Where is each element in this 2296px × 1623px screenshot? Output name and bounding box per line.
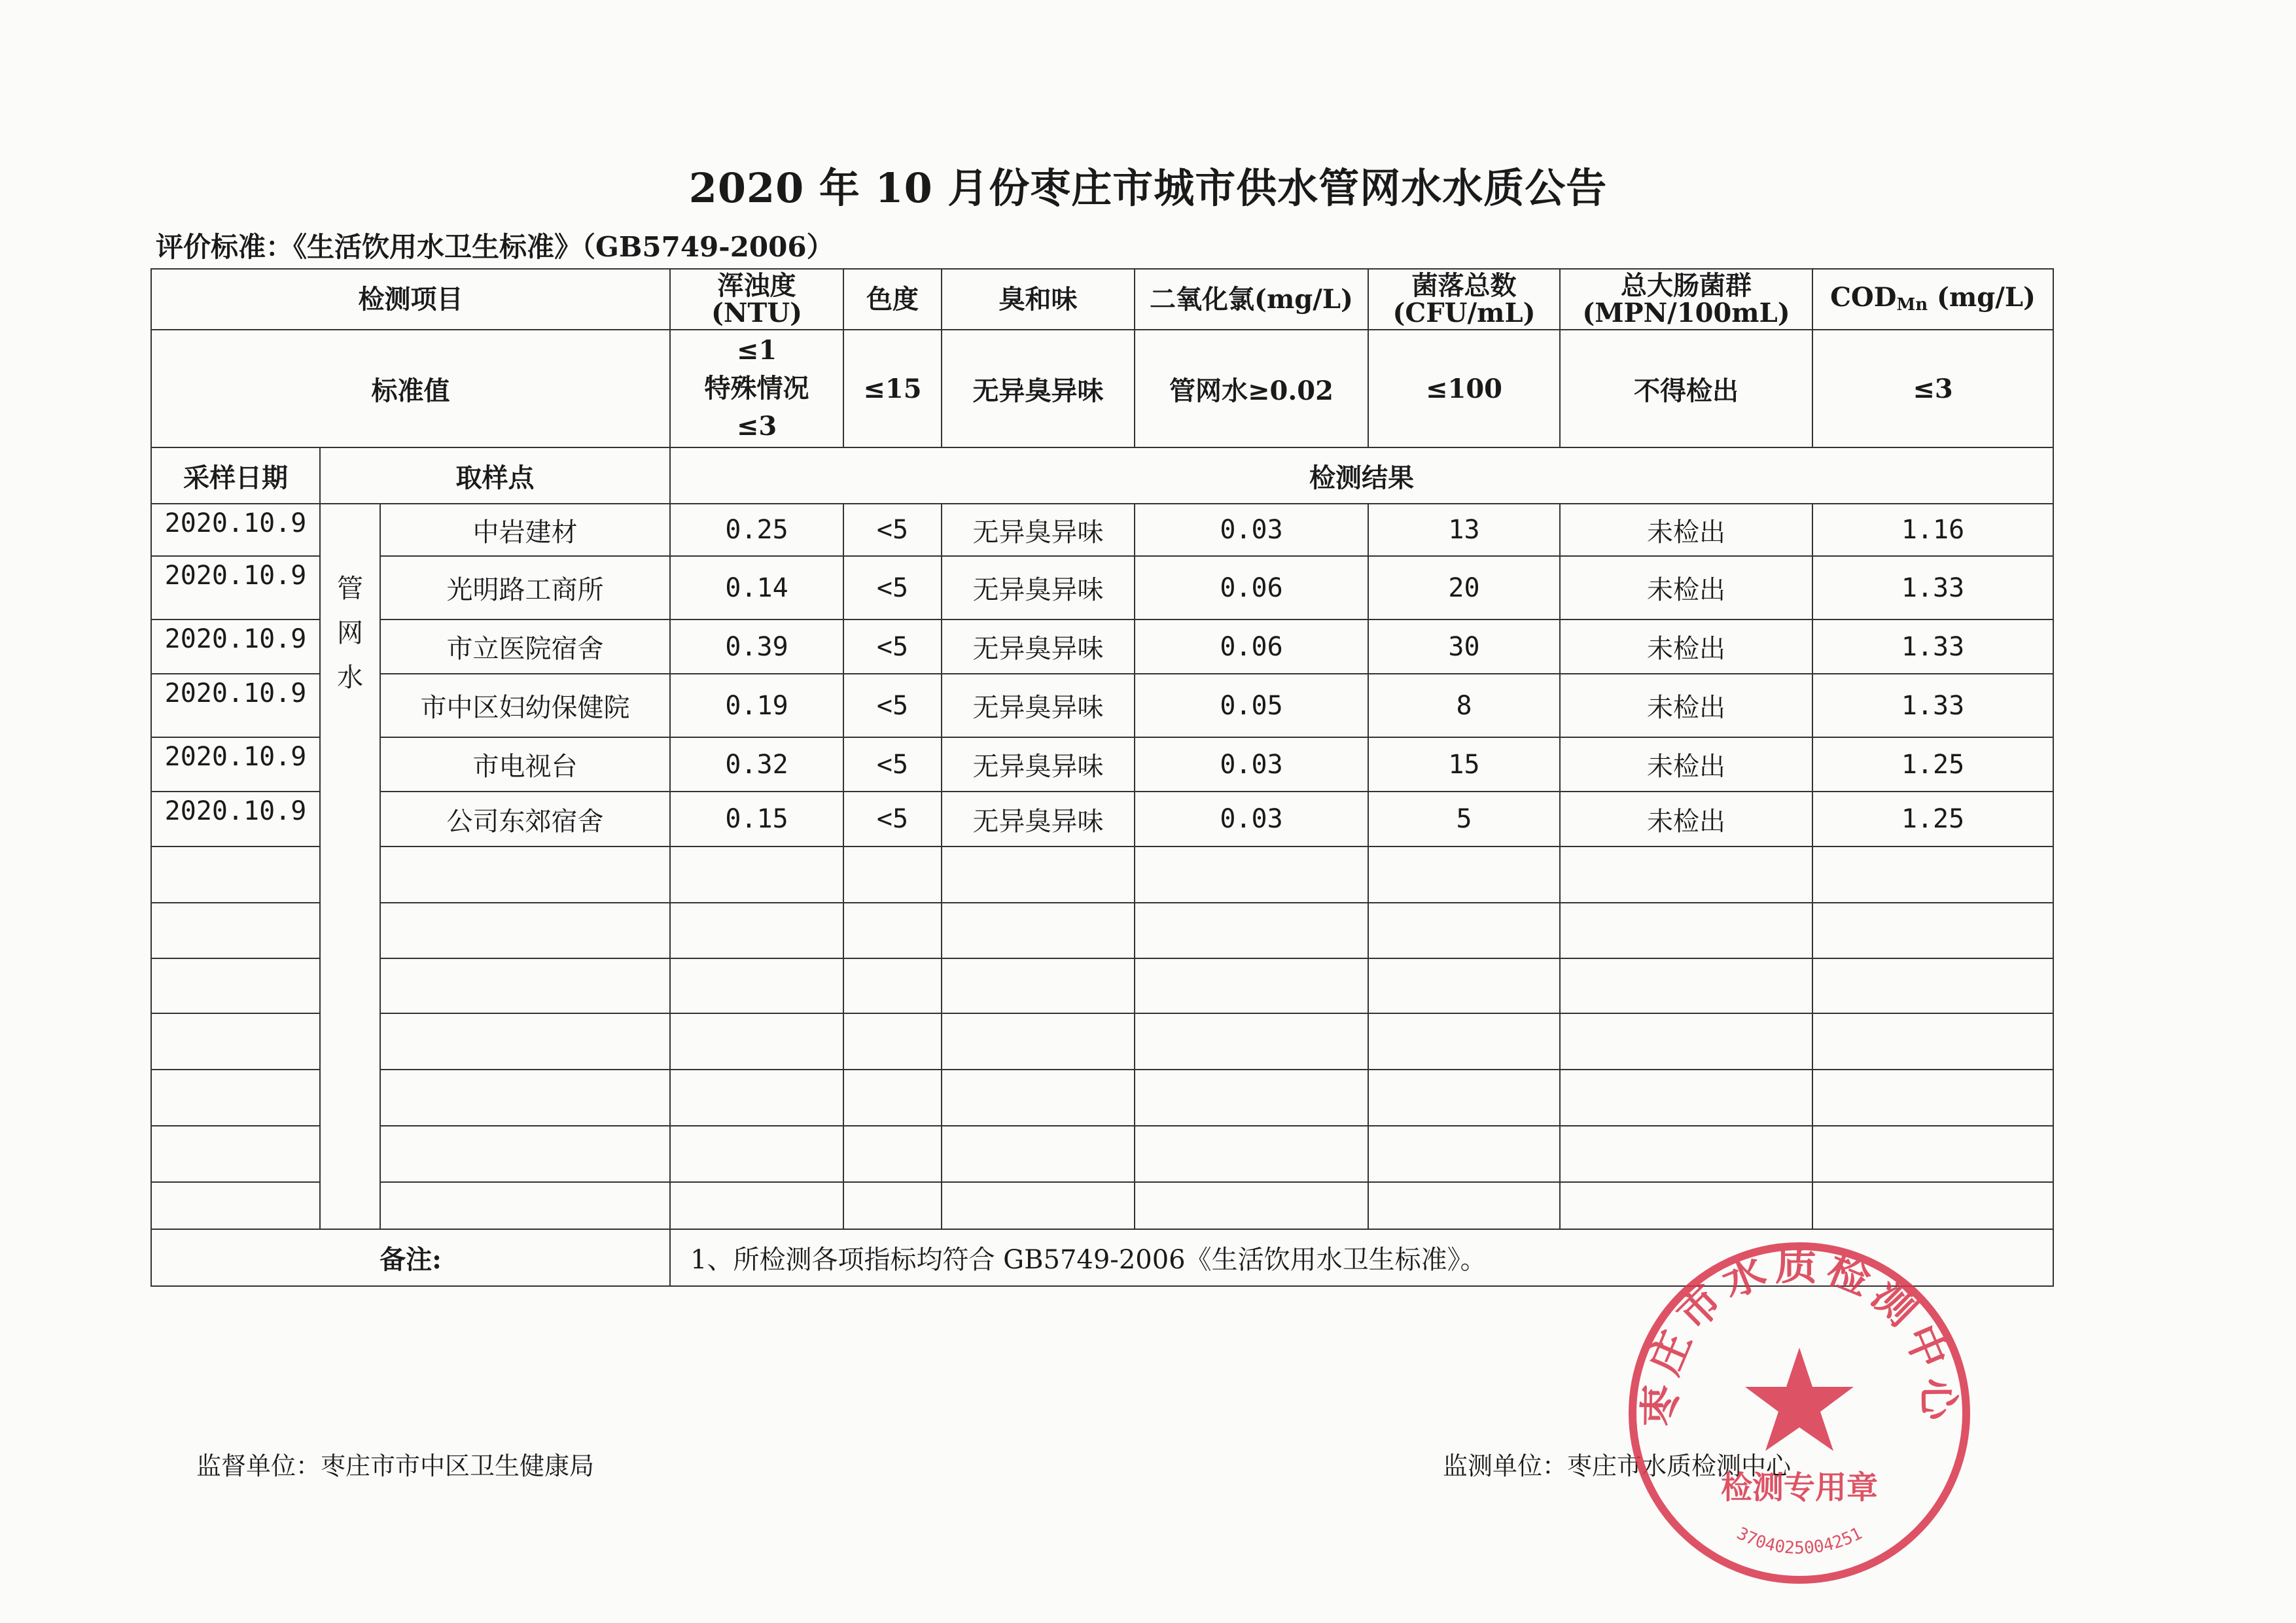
row-turbidity: 0.14	[670, 556, 843, 620]
cod-unit: (mg/L)	[1928, 282, 2036, 313]
seal-org-text: 枣庄市水质检测中心	[1636, 1241, 1963, 1427]
row-site: 市电视台	[380, 737, 670, 792]
row-clo2: 0.06	[1135, 556, 1368, 620]
row-coliform: 未检出	[1560, 737, 1812, 792]
col-coliform-unit: (MPN/100mL)	[1582, 297, 1790, 328]
row-coliform: 未检出	[1560, 556, 1812, 620]
row-cod: 1.25	[1812, 737, 2053, 792]
row-coliform: 未检出	[1560, 674, 1812, 737]
col-cod	[1812, 269, 2053, 330]
col-chlorine-dioxide: 二氧化氯(mg/L)	[1135, 269, 1368, 330]
table-row	[151, 556, 2053, 620]
col-turbidity	[670, 269, 843, 330]
row-turbidity: 0.19	[670, 674, 843, 737]
row-coliform: 未检出	[1560, 620, 1812, 674]
table-row	[151, 674, 2053, 737]
col-turbidity-unit: (NTU)	[711, 297, 803, 328]
row-date: 2020.10.9	[151, 674, 320, 737]
row-date: 2020.10.9	[151, 556, 320, 620]
row-color: <5	[843, 792, 942, 846]
group-char: 管	[337, 574, 363, 604]
subheader-result: 检测结果	[670, 447, 2053, 504]
row-site: 光明路工商所	[380, 556, 670, 620]
row-cod: 1.33	[1812, 674, 2053, 737]
row-turbidity: 0.15	[670, 792, 843, 846]
row-site: 中岩建材	[380, 504, 670, 556]
row-site: 公司东郊宿舍	[380, 792, 670, 846]
row-bacteria: 20	[1368, 556, 1560, 620]
row-color: <5	[843, 556, 942, 620]
subheader-site: 取样点	[320, 447, 670, 504]
col-coliform-name: 总大肠菌群	[1621, 270, 1752, 301]
col-turbidity-name: 浑浊度	[717, 270, 796, 301]
row-bacteria: 15	[1368, 737, 1560, 792]
row-clo2: 0.05	[1135, 674, 1368, 737]
col-bacteria-unit: (CFU/mL)	[1392, 297, 1536, 328]
std-turbidity	[670, 330, 843, 447]
item-label: 检测项目	[151, 269, 670, 330]
seal-purpose-text: 检测专用章	[1720, 1469, 1879, 1506]
row-clo2: 0.03	[1135, 504, 1368, 556]
row-odor: 无异臭异味	[942, 620, 1135, 674]
std-turbidity-l1: ≤1	[736, 335, 777, 366]
std-coliform: 不得检出	[1560, 330, 1812, 447]
row-site: 市中区妇幼保健院	[380, 674, 670, 737]
empty-row	[151, 1070, 2053, 1126]
row-cod: 1.25	[1812, 792, 2053, 846]
row-clo2: 0.06	[1135, 620, 1368, 674]
row-odor: 无异臭异味	[942, 674, 1135, 737]
row-color: <5	[843, 737, 942, 792]
std-bacteria: ≤100	[1368, 330, 1560, 447]
group-char: 水	[337, 663, 363, 693]
row-color: <5	[843, 504, 942, 556]
std-turbidity-l2: 特殊情况	[704, 373, 809, 404]
row-date: 2020.10.9	[151, 792, 320, 846]
row-turbidity: 0.25	[670, 504, 843, 556]
table-row	[151, 504, 2053, 556]
col-color: 色度	[843, 269, 942, 330]
official-seal	[1623, 1236, 1976, 1590]
subheader-row	[151, 447, 2053, 504]
row-bacteria: 8	[1368, 674, 1560, 737]
table-row	[151, 737, 2053, 792]
table-row	[151, 620, 2053, 674]
empty-row	[151, 958, 2053, 1013]
col-bacteria-name: 菌落总数	[1411, 270, 1517, 301]
empty-row	[151, 903, 2053, 958]
standard-label: 标准值	[151, 330, 670, 447]
row-cod: 1.33	[1812, 620, 2053, 674]
row-bacteria: 13	[1368, 504, 1560, 556]
row-turbidity: 0.39	[670, 620, 843, 674]
seal-star-icon	[1745, 1348, 1854, 1451]
row-cod: 1.16	[1812, 504, 2053, 556]
page-title: 2020 年 10 月份枣庄市城市供水管网水水质公告	[688, 164, 1608, 212]
row-date: 2020.10.9	[151, 737, 320, 792]
standard-row	[151, 330, 2053, 447]
table-row	[151, 792, 2053, 846]
row-coliform: 未检出	[1560, 504, 1812, 556]
header-row	[151, 269, 2053, 330]
row-odor: 无异臭异味	[942, 792, 1135, 846]
subheader-date: 采样日期	[151, 447, 320, 504]
supervisor-unit: 监督单位：枣庄市市中区卫生健康局	[196, 1452, 595, 1480]
empty-row	[151, 1126, 2053, 1182]
row-turbidity: 0.32	[670, 737, 843, 792]
std-turbidity-l3: ≤3	[736, 411, 777, 442]
water-quality-table	[150, 268, 2054, 1287]
col-coliform	[1560, 269, 1812, 330]
cod-main: COD	[1830, 282, 1897, 313]
row-color: <5	[843, 674, 942, 737]
monitor-unit: 监测单位：枣庄市水质检测中心	[1443, 1452, 1792, 1480]
row-date: 2020.10.9	[151, 504, 320, 556]
std-odor: 无异臭异味	[942, 330, 1135, 447]
group-char: 网	[337, 618, 363, 648]
std-chlorine-dioxide: 管网水≥0.02	[1135, 330, 1368, 447]
notes-label: 备注:	[151, 1229, 670, 1286]
notes-text: 1、所检测各项指标均符合 GB5749-2006《生活饮用水卫生标准》。	[670, 1229, 2053, 1286]
std-color: ≤15	[843, 330, 942, 447]
row-clo2: 0.03	[1135, 792, 1368, 846]
empty-row	[151, 846, 2053, 903]
row-bacteria: 30	[1368, 620, 1560, 674]
empty-row	[151, 1013, 2053, 1070]
row-color: <5	[843, 620, 942, 674]
row-odor: 无异臭异味	[942, 504, 1135, 556]
row-site: 市立医院宿舍	[380, 620, 670, 674]
group-label	[320, 504, 380, 1229]
row-bacteria: 5	[1368, 792, 1560, 846]
row-odor: 无异臭异味	[942, 737, 1135, 792]
empty-row	[151, 1182, 2053, 1229]
std-cod: ≤3	[1812, 330, 2053, 447]
col-odor: 臭和味	[942, 269, 1135, 330]
col-bacteria	[1368, 269, 1560, 330]
row-date: 2020.10.9	[151, 620, 320, 674]
row-odor: 无异臭异味	[942, 556, 1135, 620]
cod-sub: Mn	[1896, 295, 1928, 315]
row-cod: 1.33	[1812, 556, 2053, 620]
row-clo2: 0.03	[1135, 737, 1368, 792]
seal-code-text: 3704025004251	[1733, 1524, 1865, 1558]
evaluation-standard: 评价标准：《生活饮用水卫生标准》（GB5749-2006）	[156, 231, 834, 263]
row-coliform: 未检出	[1560, 792, 1812, 846]
